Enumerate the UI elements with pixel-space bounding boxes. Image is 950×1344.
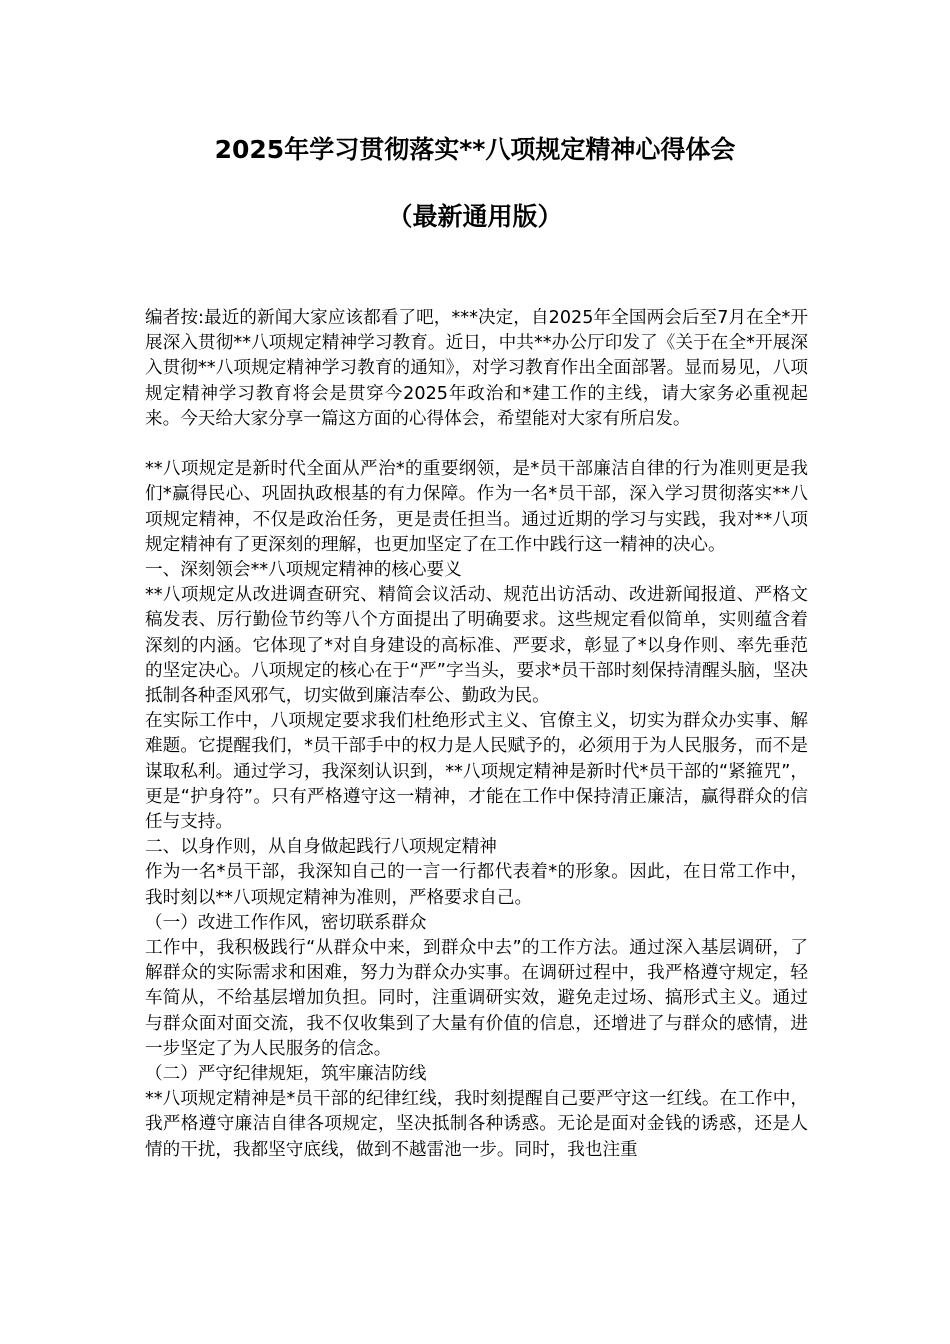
document-body [145,306,808,1163]
subsection-2-paragraph: **八项规定精神是*员干部的纪律红线，我时刻提醒自己要严守这一红线。在工作中，我严格遵守廉洁自律各项规定，坚决抵制各种诱惑。无论是面对金钱的诱惑，还是人情的干扰，我都坚守底线，做到不越雷池一步。同时，我也注重 [145,1089,808,1160]
paragraph-gap [145,432,808,457]
document-subtitle: （最新通用版） [387,202,563,231]
intro-paragraph: **八项规定是新时代全面从严治*的重要纲领，是*员干部廉洁自律的行为准则更是我们*赢得民心、巩固执政根基的有力保障。作为一名*员干部，深入学习贯彻落实**八项规定精神，不仅是政治任务，更是责任担当。通过近期的学习与实践，我对**八项规定精神有了更深刻的理解，也更加坚定了在工作中践行这一精神的决心。 [145,459,808,555]
subsection-1-heading: （一）改进工作作风，密切联系群众 [145,912,427,933]
section-2-paragraph-1: 作为一名*员干部，我深知自己的一言一行都代表着*的形象。因此，在日常工作中，我时刻以**八项规定精神为准则，严格要求自己。 [145,862,808,908]
subsection-1-paragraph: 工作中，我积极践行“从群众中来，到群众中去”的工作方法。通过深入基层调研，了解群众的实际需求和困难，努力为群众办实事。在调研过程中，我严格遵守规定，轻车简从，不给基层增加负担。同时，注重调研实效，避免走过场、搞形式主义。通过与群众面对面交流，我不仅收集到了大量有价值的信息，还增进了与群众的感情，进一步坚定了为人民服务的信念。 [145,938,808,1059]
section-1-paragraph-1: **八项规定从改进调查研究、精简会议活动、规范出访活动、改进新闻报道、严格文稿发表、厉行勤俭节约等八个方面提出了明确要求。这些规定看似简单，实则蕴含着深刻的内涵。它体现了*对自身建设的高标准、严要求，彰显了*以身作则、率先垂范的坚定决心。八项规定的核心在于“严”字当头，要求*员干部时刻保持清醒头脑，坚决抵制各种歪风邪气，切实做到廉洁奉公、勤政为民。 [145,585,808,707]
section-2-heading: 二、以身作则，从自身做起践行八项规定精神 [145,837,497,858]
document-title: 2025年学习贯彻落实**八项规定精神心得体会 [214,135,736,164]
section-1-heading: 一、深刻领会**八项规定精神的核心要义 [145,560,462,581]
subsection-2-heading: （二）严守纪律规矩，筑牢廉洁防线 [145,1064,427,1085]
editor-note-paragraph: 编者按:最近的新闻大家应该都看了吧，***决定，自2025年全国两会后至7月在全*开展深入贯彻**八项规定精神学习教育。近日，中共**办公厅印发了《关于在全*开展深入贯彻**八项规定精神学习教育的通知》，对学习教育作出全面部署。显而易见，八项规定精神学习教育将会是贯穿今2025年政治和*建工作的主线，请大家务必重视起来。今天给大家分享一篇这方面的心得体会，希望能对大家有所启发。 [145,308,808,429]
section-1-paragraph-2: 在实际工作中，八项规定要求我们杜绝形式主义、官僚主义，切实为群众办实事、解难题。它提醒我们，*员干部手中的权力是人民赋予的，必须用于为人民服务，而不是谋取私利。通过学习，我深刻认识到，**八项规定精神是新时代*员干部的“紧箍咒”，更是“护身符”。只有严格遵守这一精神，才能在工作中保持清正廉洁，赢得群众的信任与支持。 [145,711,808,833]
